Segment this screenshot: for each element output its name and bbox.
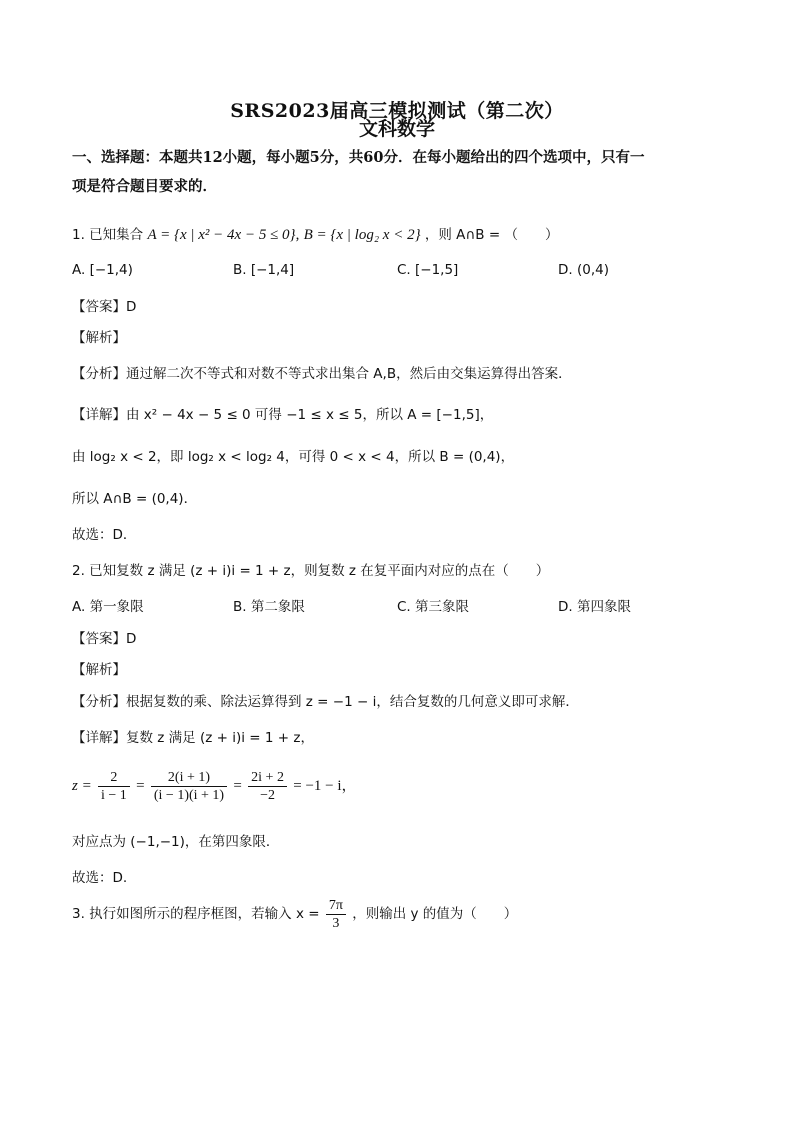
q1-prefix: 1. 已知集合 [72,227,144,243]
q2-eq-lhs: z = [72,778,92,794]
q2-equation: z = $\frac{2}{i - 1}$ = $\frac{2(i + 1)}{(i - 1)(i + 1)}$ = $\frac{2i + 2}{-2}$ = −1 − i， [72,769,357,803]
q2-choose: 故选：D. [72,870,128,886]
section-heading-cont: 项是符合题目要求的． [72,178,217,195]
q2-eq-tail: = −1 − i， [293,778,357,794]
q1-option-b: B. [−1,4] [233,262,295,278]
q3-stem-pre: 3. 执行如图所示的程序框图，若输入 x = [72,906,320,922]
q2-option-b: B. 第二象限 [233,599,305,615]
question-1-stem: 1. 已知集合 A = {x | x² − 4x − 5 ≤ 0}, B = {x | log₂ x < 2} ，则 A∩B = （ ） [72,227,559,243]
section-heading: 一、选择题：本题共12小题，每小题5分，共60分．在每小题给出的四个选项中，只有一 [72,149,645,166]
q1-choose: 故选：D． [72,527,137,543]
q1-option-c: C. [−1,5] [397,262,459,278]
q1-answer: 【答案】D [72,299,137,315]
q1-set-a: A = {x | x² − 4x − 5 ≤ 0} [147,227,296,243]
q2-option-d: D. 第四象限 [558,599,631,615]
q1-detail-1: 【详解】由 x² − 4x − 5 ≤ 0 可得 −1 ≤ x ≤ 5，所以 A = [−1,5]， [72,407,494,423]
q2-fraction-1: $\frac{2}{i - 1}$ [98,769,130,804]
q2-analysis-label: 【解析】 [72,662,126,678]
question-2-stem: 2. 已知复数 z 满足 (z + i)i = 1 + z，则复数 z 在复平面内对应的点在（ ） [72,563,550,579]
subject-title: 文科数学 [358,118,435,140]
q2-fraction-2: $\frac{2(i + 1)}{(i - 1)(i + 1)}$ [151,769,227,804]
exam-title: SRS2023届高三模拟测试（第二次） [230,100,564,122]
q1-fenxi: 【分析】通过解二次不等式和对数不等式求出集合 A,B，然后由交集运算得出答案． [72,366,572,382]
q1-analysis-label: 【解析】 [72,330,126,346]
question-3-stem [72,896,517,932]
q2-answer: 【答案】D [72,631,137,647]
q2-fenxi: 【分析】根据复数的乘、除法运算得到 z = −1 − i，结合复数的几何意义即可求解． [72,694,579,710]
q1-set-b: B = {x | log₂ x < 2} [303,227,421,243]
q1-option-d: D. (0,4) [558,262,609,278]
q2-fraction-3: $\frac{2i + 2}{-2}$ [248,769,287,804]
q2-option-a: A. 第一象限 [72,599,144,615]
q1-ask: ，则 A∩B = （ ） [424,227,559,243]
q2-point: 对应点为 (−1,−1)，在第四象限． [72,834,280,850]
q2-detail-1: 【详解】复数 z 满足 (z + i)i = 1 + z， [72,730,314,746]
q2-option-c: C. 第三象限 [397,599,470,615]
q1-detail-2: 由 log₂ x < 2，即 log₂ x < log₂ 4，可得 0 < x < 4，所以 B = (0,4)， [72,449,515,465]
q3-fraction: $\frac{7\pi}{3}$ [326,897,346,932]
q1-detail-3: 所以 A∩B = (0,4)． [72,491,198,507]
q3-stem-post: ，则输出 y 的值为（ ） [352,906,518,922]
q1-option-a: A. [−1,4) [72,262,133,278]
